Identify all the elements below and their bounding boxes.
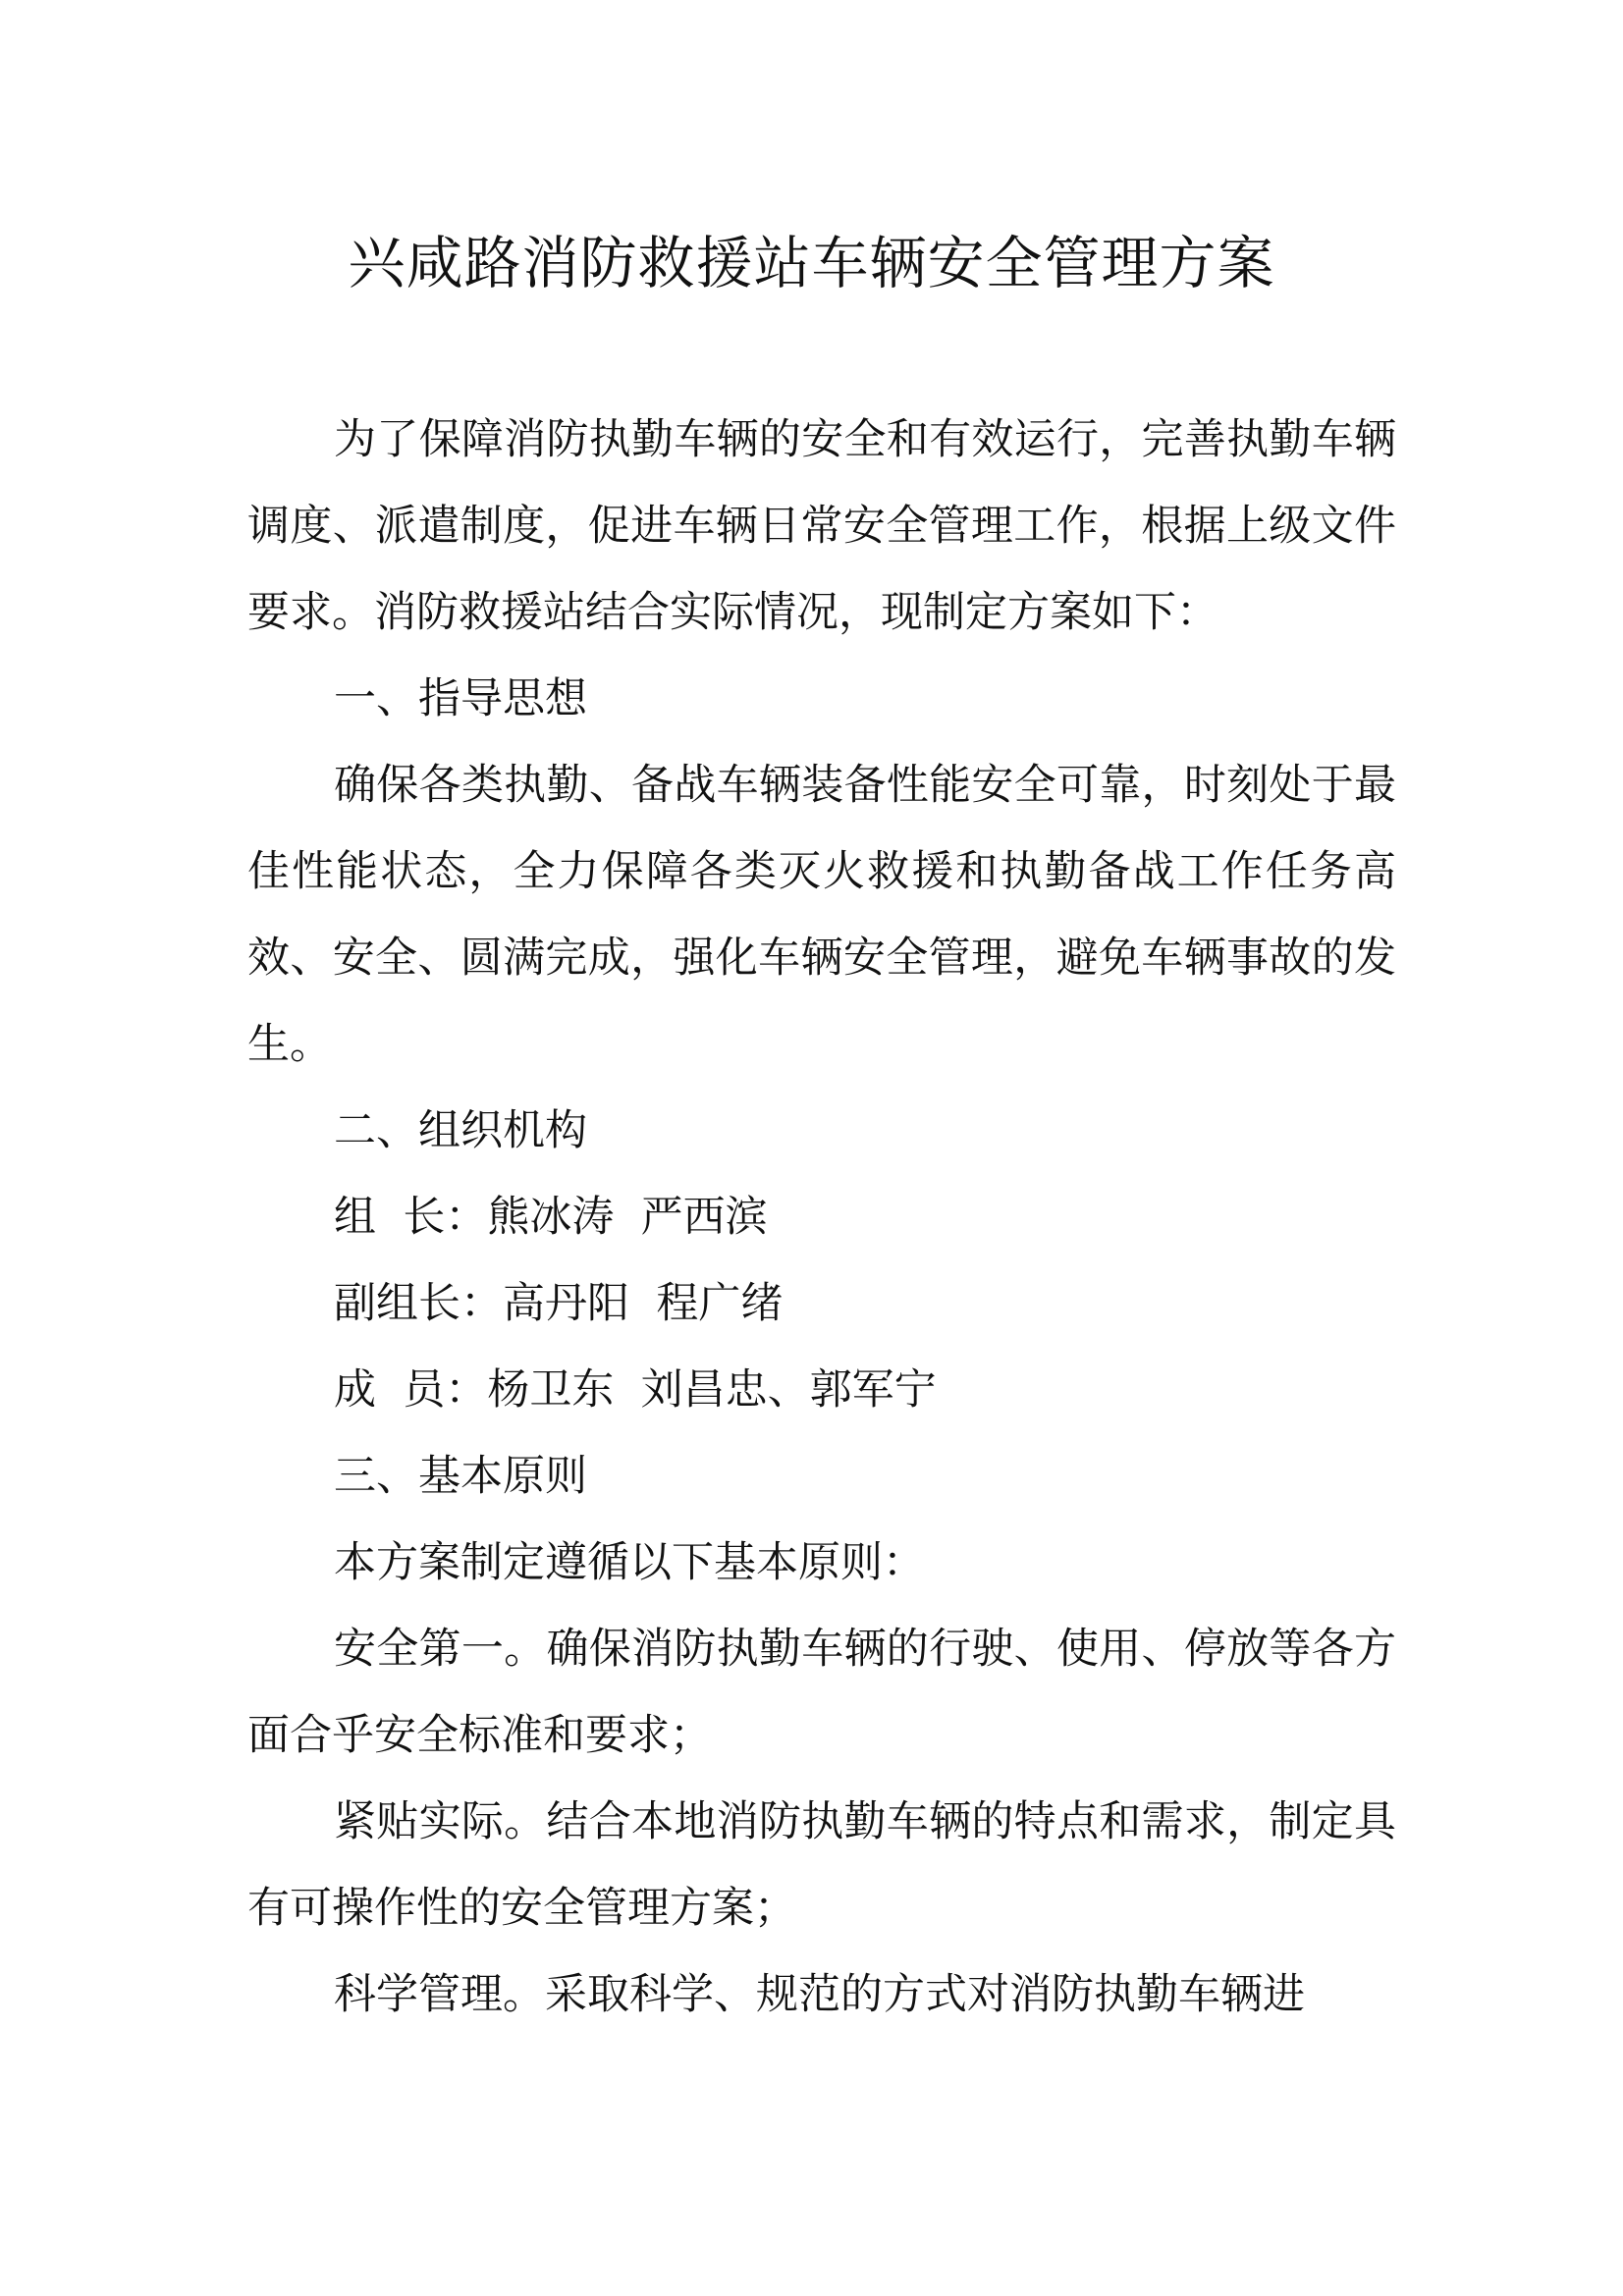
org-leader-line: 组 长：熊冰涛 严西滨 (334, 1193, 768, 1242)
guiding-thought-paragraph: 确保各类执勤、备战车辆装备性能安全可靠，时刻处于最佳性能状态，全力保障各类灭火救援和执勤备战工作任务高效、安全、圆满完成，强化车辆安全管理，避免车辆事故的发生。 (247, 761, 1396, 1069)
section-heading-guiding-thought: 一、指导思想 (334, 674, 587, 723)
org-deputy-line: 副组长：高丹阳 程广绪 (334, 1279, 784, 1328)
org-members-line: 成 员：杨卫东 刘昌忠、郭军宁 (334, 1365, 937, 1415)
principle-scientific: 科学管理。采取科学、规范的方式对消防执勤车辆进 (334, 1970, 1305, 2019)
section-heading-organization: 二、组织机构 (334, 1106, 587, 1155)
principle-practical: 紧贴实际。结合本地消防执勤车辆的特点和需求，制定具有可操作性的安全管理方案； (247, 1797, 1396, 1933)
principles-lead-line: 本方案制定遵循以下基本原则： (334, 1538, 925, 1587)
section-heading-principles: 三、基本原则 (334, 1452, 587, 1501)
principle-safety-first: 安全第一。确保消防执勤车辆的行驶、使用、停放等各方面合乎安全标准和要求； (247, 1625, 1396, 1760)
intro-paragraph: 为了保障消防执勤车辆的安全和有效运行，完善执勤车辆调度、派遣制度，促进车辆日常安全管理工作，根据上级文件要求。消防救援站结合实际情况，现制定方案如下： (247, 415, 1396, 637)
document-title: 兴咸路消防救援站车辆安全管理方案 (348, 230, 1275, 296)
document-body (247, 397, 1396, 2038)
